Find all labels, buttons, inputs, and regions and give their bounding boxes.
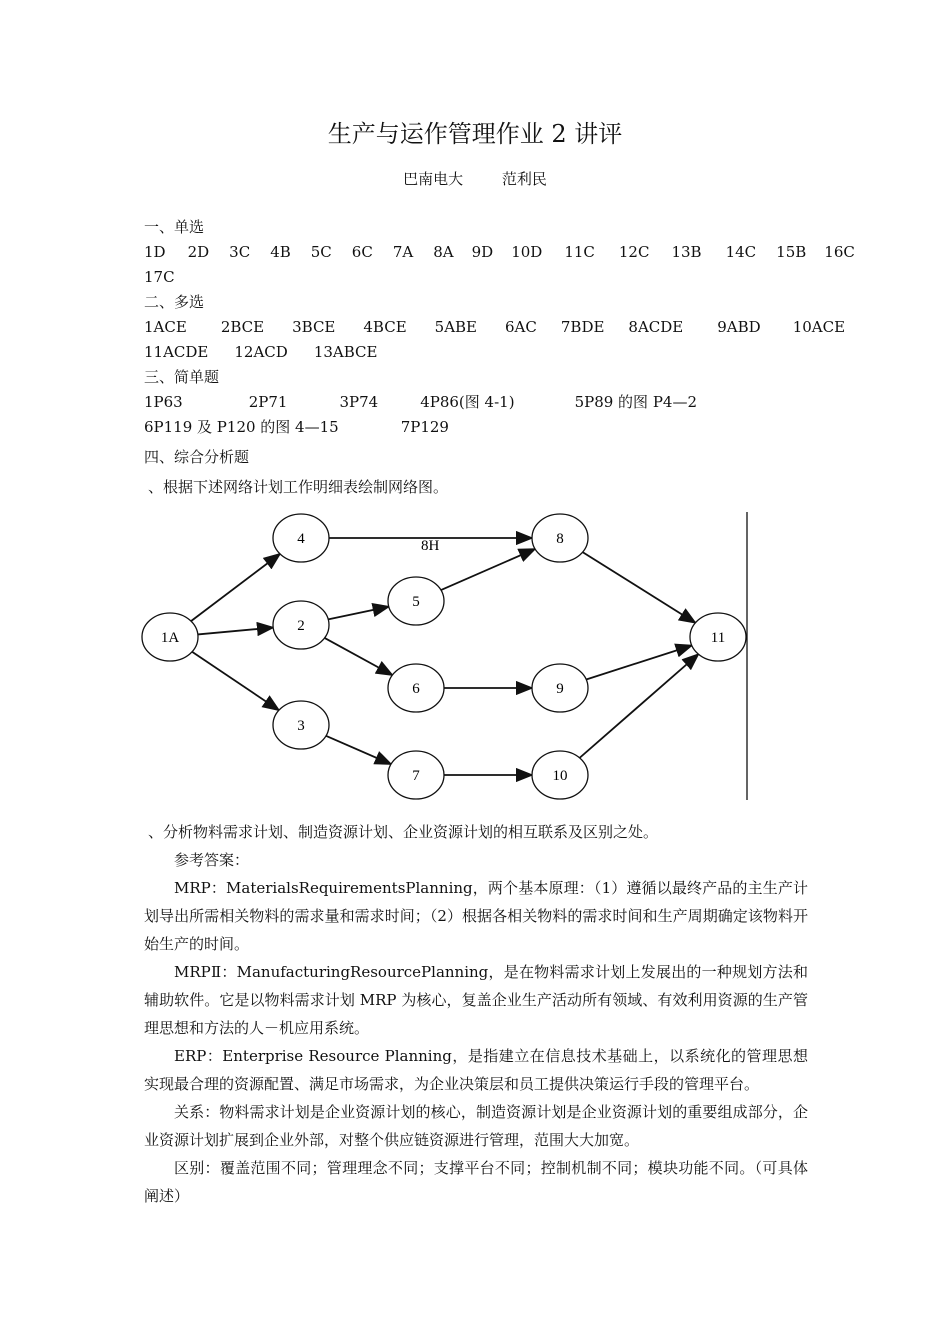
answer-item: 6C xyxy=(351,243,373,261)
short-answer-refs-row2 xyxy=(144,416,470,438)
answer-item: 1D xyxy=(144,243,166,261)
node-label: 8 xyxy=(556,531,564,547)
node-8 xyxy=(532,514,588,562)
single-choice-answers-row2 xyxy=(144,266,196,288)
answer-item: 6P119 及 P120 的图 4—15 xyxy=(144,418,339,436)
answer-item: 1ACE xyxy=(144,318,187,336)
answer-item: 7A xyxy=(392,243,414,261)
answer-item: 4B xyxy=(270,243,291,261)
node-4 xyxy=(273,514,329,562)
answer-item: 3BCE xyxy=(292,318,336,336)
answer-item: 1P63 xyxy=(144,393,183,411)
multi-choice-answers-row2 xyxy=(144,341,398,363)
section-heading-single-choice: 一、单选 xyxy=(144,218,205,236)
answer-erp: ERP：Enterprise Resource Planning，是指建立在信息技术基础上，以系统化的管理思想实现最合理的资源配置、满足市场需求，为企业决策层和员工提供决策运行手段的管理平台。 xyxy=(144,1047,808,1093)
answer-item: 7P129 xyxy=(400,418,449,436)
answer-item: 5C xyxy=(310,243,332,261)
answer-item: 3C xyxy=(229,243,251,261)
answer-item: 7BDE xyxy=(560,318,605,336)
node-label: 5 xyxy=(412,594,420,610)
edge-2-6 xyxy=(325,638,393,675)
answer-intro: 参考答案： xyxy=(174,851,250,869)
author-school: 巴南电大 xyxy=(403,170,464,188)
node-11 xyxy=(690,613,746,661)
answer-item: 13B xyxy=(671,243,702,261)
node-label: 4 xyxy=(297,531,305,547)
node-label: 10 xyxy=(552,768,568,784)
edge-5-8 xyxy=(441,549,535,590)
section-heading-multi-choice: 二、多选 xyxy=(144,293,205,311)
edge-8-11 xyxy=(583,552,696,623)
node-5 xyxy=(388,577,444,625)
edge-label-4-8: 8H xyxy=(421,538,440,554)
answer-item: 8A xyxy=(433,243,454,261)
answer-relation: 关系：物料需求计划是企业资源计划的核心，制造资源计划是企业资源计划的重要组成部分，企业资源计划扩展到企业外部，对整个供应链资源进行管理，范围大大加宽。 xyxy=(144,1103,808,1149)
node-9 xyxy=(532,664,588,712)
node-label: 3 xyxy=(297,718,305,734)
single-choice-answers-row1 xyxy=(144,241,876,263)
answer-item: 12C xyxy=(618,243,650,261)
answer-item: 14C xyxy=(725,243,757,261)
answer-item: 4BCE xyxy=(363,318,407,336)
node-7 xyxy=(388,751,444,799)
section-heading-short-answer: 三、简单题 xyxy=(144,368,220,386)
answer-item: 5P89 的图 P4—2 xyxy=(574,393,698,411)
node-label: 6 xyxy=(412,681,420,697)
answer-item: 16C xyxy=(824,243,855,261)
edge-3-7 xyxy=(326,736,391,764)
question-1-text: 、根据下述网络计划工作明细表绘制网络图。 xyxy=(148,478,449,496)
edge-1A-3 xyxy=(192,652,279,710)
author-name: 范利民 xyxy=(501,170,547,188)
answer-mrp: MRP：MaterialsRequirementsPlanning，两个基本原理：（1）遵循以最终产品的主生产计划导出所需相关物料的需求量和需求时间；（2）根据各相关物料的需求时间和生产周期确定该物料开始生产的时间。 xyxy=(144,879,808,953)
section-heading-analysis: 四、综合分析题 xyxy=(144,448,250,466)
document-authors xyxy=(0,168,950,190)
answer-item: 3P74 xyxy=(339,393,379,411)
document-title: 生产与运作管理作业 2 讲评 xyxy=(327,120,623,148)
edge-2-5 xyxy=(328,607,389,620)
node-label: 7 xyxy=(412,768,420,784)
answer-item: 13ABCE xyxy=(313,343,378,361)
answer-item: 9ABD xyxy=(717,318,761,336)
answer-item: 12ACD xyxy=(234,343,288,361)
edge-1A-4 xyxy=(191,554,280,621)
node-2 xyxy=(273,601,329,649)
answer-item: 4P86(图 4-1) xyxy=(420,393,515,411)
answer-difference: 区别：覆盖范围不同；管理理念不同；支撑平台不同；控制机制不同；模块功能不同。（可具体阐述） xyxy=(144,1159,808,1205)
question-2-text: 、分析物料需求计划、制造资源计划、企业资源计划的相互联系及区别之处。 xyxy=(148,823,659,841)
node-1A xyxy=(142,613,198,661)
answer-item: 17C xyxy=(144,268,175,286)
answer-mrp2: MRPⅡ：ManufacturingResourcePlanning，是在物料需求计划上发展出的一种规划方法和辅助软件。它是以物料需求计划 MRP 为核心，复盖企业生产活动所有领域、有效利用资源的生产管理思想和方法的人－机应用系统。 xyxy=(144,963,808,1037)
answer-item: 2BCE xyxy=(220,318,265,336)
answer-item: 2P71 xyxy=(248,393,288,411)
multi-choice-answers-row1 xyxy=(144,316,866,338)
answer-item: 2D xyxy=(187,243,210,261)
answer-item: 8ACDE xyxy=(628,318,684,336)
network-diagram xyxy=(140,505,760,805)
answer-item: 15B xyxy=(776,243,807,261)
edge-10-11 xyxy=(580,654,699,758)
node-6 xyxy=(388,664,444,712)
node-3 xyxy=(273,701,329,749)
edge-1A-2 xyxy=(198,628,273,635)
node-label: 2 xyxy=(297,618,305,634)
node-10 xyxy=(532,751,588,799)
node-label: 9 xyxy=(556,681,564,697)
answer-item: 11ACDE xyxy=(144,343,209,361)
answer-item: 10ACE xyxy=(792,318,846,336)
answer-item: 6AC xyxy=(505,318,537,336)
answer-item: 10D xyxy=(511,243,543,261)
answer-item: 11C xyxy=(564,243,595,261)
answer-item: 9D xyxy=(471,243,494,261)
short-answer-refs-row1 xyxy=(144,391,718,413)
node-label: 11 xyxy=(710,630,726,646)
answer-block xyxy=(144,846,808,1210)
answer-item: 5ABE xyxy=(434,318,478,336)
node-label: 1A xyxy=(160,630,180,646)
